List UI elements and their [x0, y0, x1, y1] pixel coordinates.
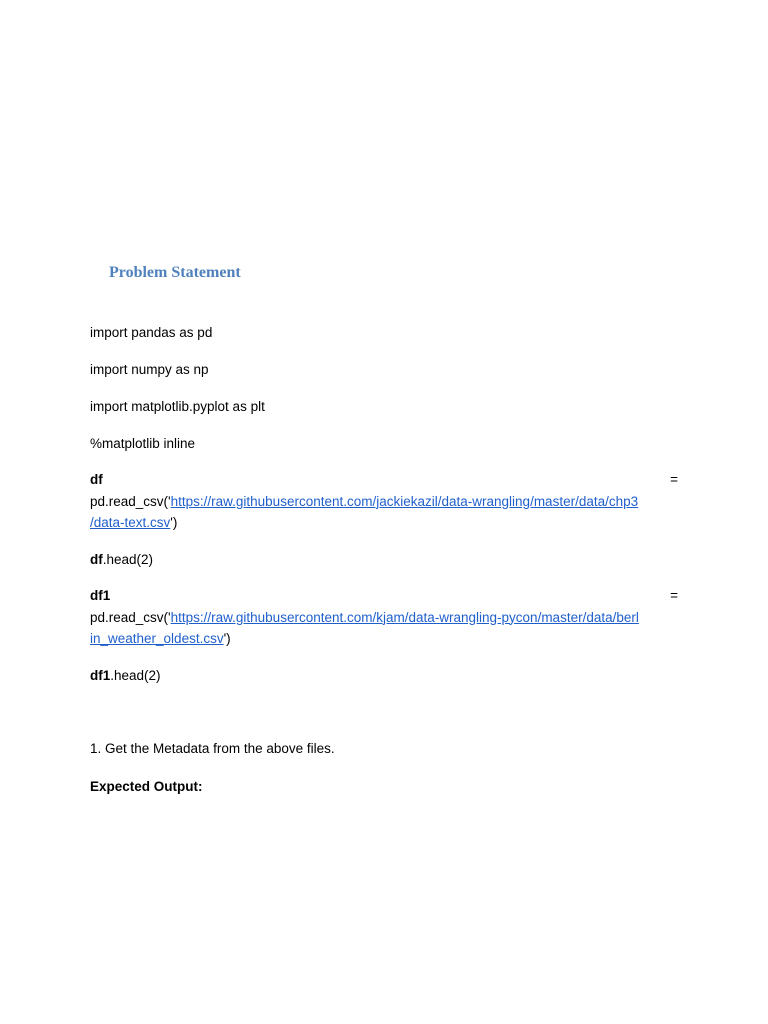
expected-output-label: Expected Output:	[90, 779, 203, 794]
read-csv-prefix: pd.read_csv('	[90, 609, 171, 625]
read-csv-suffix: ')	[170, 515, 178, 530]
equals-sign: =	[670, 472, 678, 487]
df1-csv-link-cont[interactable]: in_weather_oldest.csv	[90, 631, 224, 646]
variable-df1: df1	[90, 588, 111, 603]
code-import-numpy: import numpy as np	[90, 362, 209, 377]
read-csv-prefix: pd.read_csv('	[90, 493, 171, 509]
equals-sign: =	[670, 588, 678, 603]
head-call: .head(2)	[110, 668, 161, 683]
task-item-1: 1. Get the Metadata from the above files.	[90, 741, 335, 756]
code-df-read-csv	[90, 469, 678, 534]
code-import-matplotlib: import matplotlib.pyplot as plt	[90, 399, 265, 414]
df-csv-link[interactable]: https://raw.githubusercontent.com/jackiekazil/data-wrangling/master/data/chp3	[170, 493, 639, 509]
variable-df: df	[90, 472, 103, 487]
code-df1-head	[90, 665, 678, 687]
code-df-head	[90, 549, 678, 571]
variable-df1-head: df1	[90, 668, 111, 683]
assignment-line	[90, 469, 678, 491]
read-csv-line-cont	[90, 628, 678, 650]
code-df1-read-csv	[90, 585, 678, 650]
read-csv-line-cont	[90, 512, 678, 534]
read-csv-line	[90, 607, 678, 629]
read-csv-suffix: ')	[223, 631, 231, 646]
read-csv-line	[90, 491, 678, 513]
code-import-pandas: import pandas as pd	[90, 325, 213, 340]
df-csv-link-cont[interactable]: /data-text.csv	[90, 515, 171, 530]
page-title: Problem Statement	[109, 264, 241, 281]
code-matplotlib-inline: %matplotlib inline	[90, 436, 196, 451]
variable-df-head: df	[90, 552, 103, 567]
df1-csv-link[interactable]: https://raw.githubusercontent.com/kjam/data-wrangling-pycon/master/data/berl	[170, 609, 639, 625]
head-call: .head(2)	[102, 552, 154, 567]
assignment-line	[90, 585, 678, 607]
